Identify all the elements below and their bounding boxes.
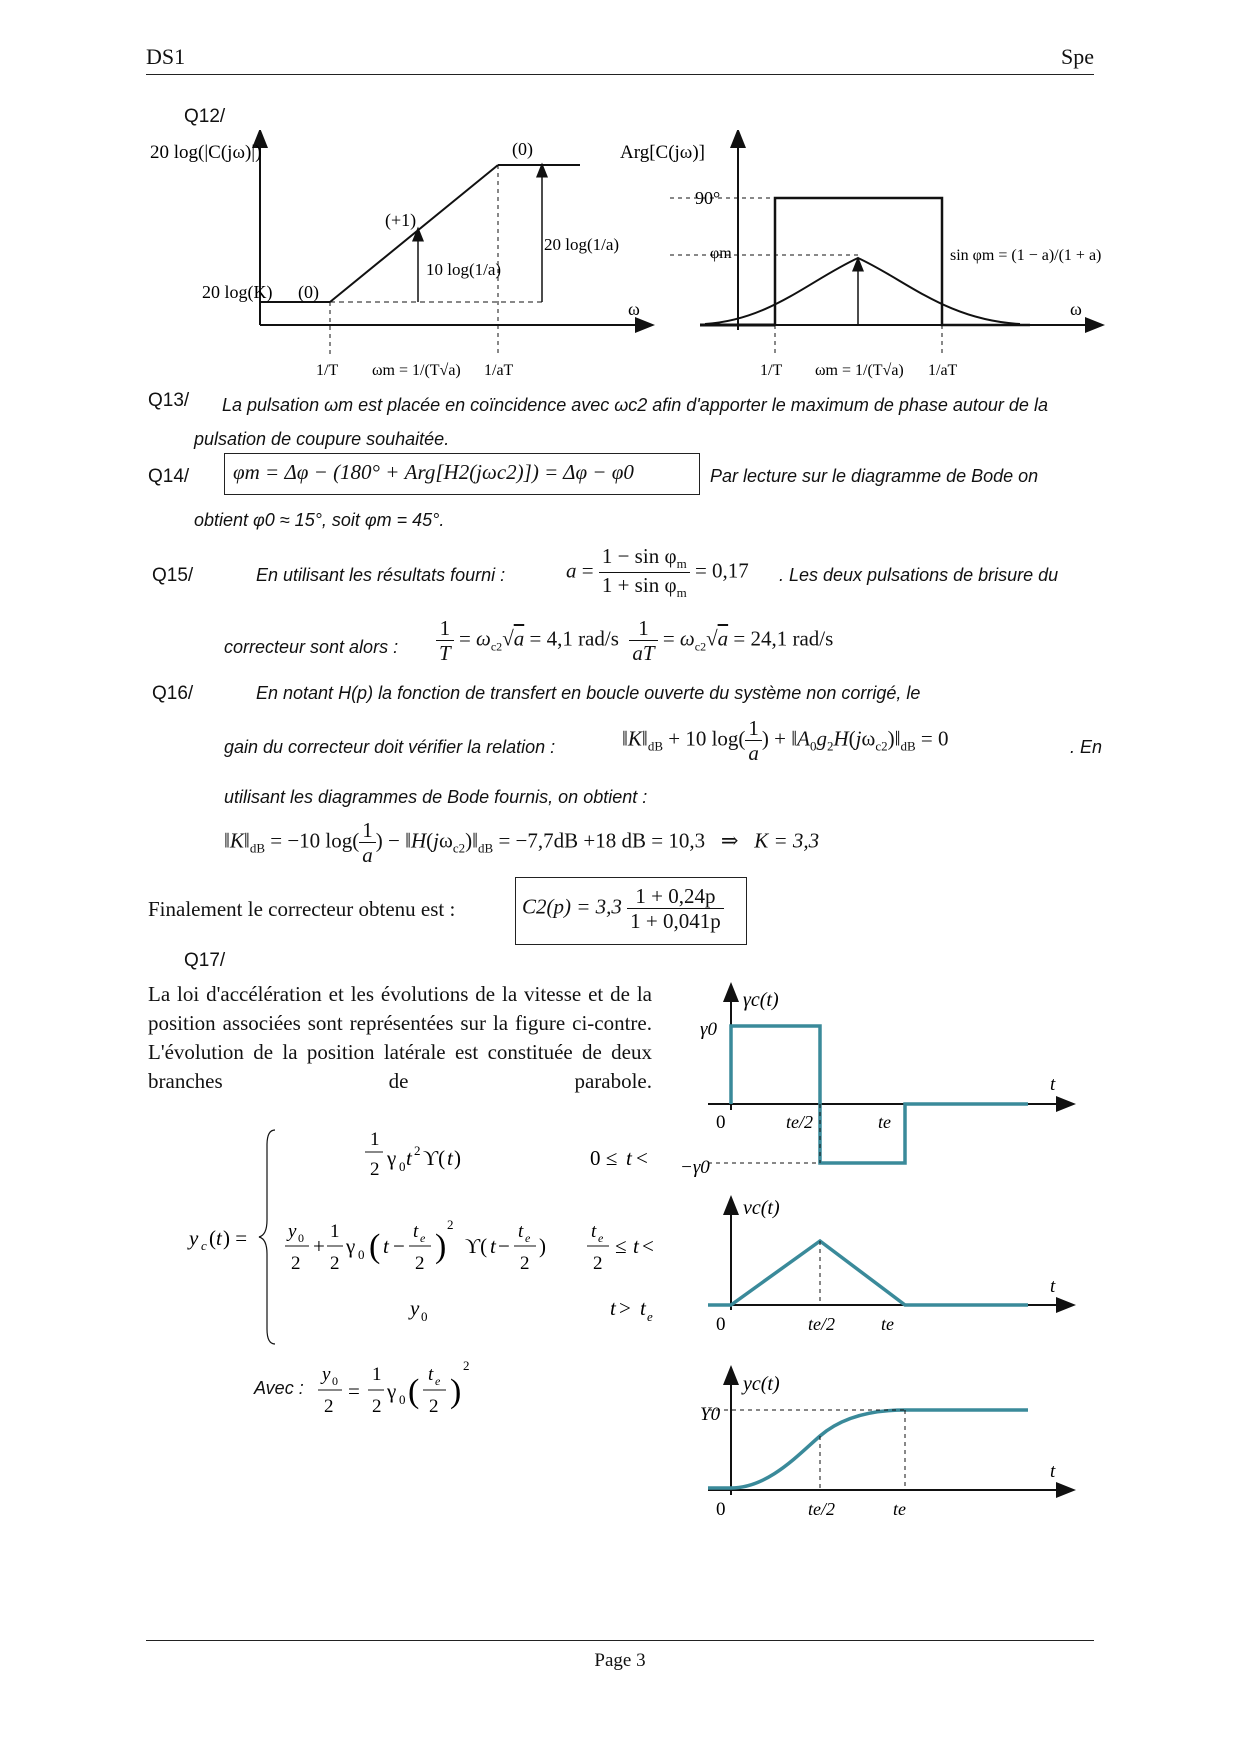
gain-mid-rise: 10 log(1/a): [426, 260, 502, 279]
pos-label: yc(t): [743, 1373, 780, 1395]
svg-text:e: e: [647, 1309, 653, 1324]
q14-label: Q14/: [148, 466, 190, 487]
gain-tick-1: 1/T: [316, 362, 339, 379]
vel-zero: 0: [716, 1314, 726, 1335]
q13-text: La pulsation ωm est placée en coïncidence avec ωc2 afin d'apporter le maximum de phase autour de la pulsation de coupure souhaitée.: [194, 395, 1048, 449]
q15-w1: 4,1 rad/s: [546, 626, 619, 651]
q15-label: Q15/: [152, 565, 194, 586]
svg-text:(: (: [369, 1228, 381, 1265]
svg-text:1: 1: [370, 1129, 380, 1150]
accel-curve: [731, 1026, 1028, 1163]
phase-ylabel: Arg[C(jω)]: [620, 142, 705, 163]
q16-k-computation: $‖K‖_{dB} = -10$ log( $\frac{1}{a}$ ) − $‖H(j\omega_{c2})‖_{dB} = -7,7dB +18$ dB = 10,3 ⇒ K = 3,3: [224, 818, 820, 868]
svg-text:2: 2: [291, 1253, 301, 1274]
svg-text:2: 2: [463, 1358, 470, 1373]
vel-label: vc(t): [743, 1197, 780, 1219]
header-right: Spe: [1061, 44, 1094, 69]
gain-low-level: 20 log(K): [202, 282, 273, 302]
gain-slope-mid: (+1): [385, 210, 417, 230]
svg-text:y: y: [288, 1221, 297, 1242]
svg-text:1: 1: [330, 1221, 340, 1242]
q16-text3: utilisant les diagrammes de Bode fournis, on obtient :: [224, 787, 648, 807]
page-number: Page 3: [594, 1650, 646, 1671]
q15-text2: . Les deux pulsations de brisure du: [779, 565, 1059, 585]
q16-text2-end: . En: [1070, 737, 1103, 757]
q14-text-after: Par lecture sur le diagramme de Bode on: [710, 466, 1039, 486]
vel-te: te: [881, 1314, 894, 1334]
corrector-num: 1 + 0,24p: [627, 884, 724, 909]
svg-text:t: t: [640, 1296, 646, 1320]
accel-label: γc(t): [743, 989, 779, 1011]
gain-xlabel: ω: [628, 299, 640, 319]
gain-slope-right: (0): [512, 139, 533, 159]
gain-ylabel: 20 log(|C(jω)|): [150, 142, 262, 163]
phase-formula: sin φm = (1 − a)/(1 + a): [950, 247, 1102, 264]
q16-k-result: K = 3,3: [754, 828, 820, 853]
gain-tick-2: ωm = 1/(T√a): [372, 362, 461, 379]
svg-text:−: −: [498, 1234, 510, 1258]
phase-tick-3: 1/aT: [928, 362, 958, 379]
svg-text:−: −: [393, 1234, 405, 1258]
svg-text:2: 2: [415, 1253, 425, 1274]
svg-text:e: e: [525, 1231, 531, 1245]
svg-text:): ): [450, 1373, 462, 1410]
q14-formula: φm = Δφ − (180° + Arg[H2(jωc2)]) = Δφ − φ0: [233, 460, 634, 484]
q15-text3: correcteur sont alors :: [224, 637, 399, 657]
q17-label: Q17/: [184, 950, 226, 971]
accel-te-half: te/2: [786, 1112, 813, 1132]
phase-tick-1: 1/T: [760, 362, 783, 379]
svg-text:t: t: [591, 1221, 597, 1242]
gain-plot: [140, 130, 660, 380]
q15-w2: 24,1 rad/s: [750, 626, 834, 651]
svg-text:): ): [539, 1234, 546, 1258]
header-left: DS1: [146, 44, 186, 69]
svg-text:0: 0: [421, 1309, 428, 1324]
svg-text:e: e: [420, 1231, 426, 1245]
svg-text:γ: γ: [346, 1234, 356, 1258]
svg-text:1: 1: [372, 1364, 382, 1385]
corrector-box: [515, 877, 747, 945]
svg-text:≤: ≤: [615, 1234, 627, 1258]
svg-text:t: t: [518, 1221, 524, 1242]
q13-label: Q13/: [148, 390, 190, 411]
svg-text:2: 2: [330, 1253, 340, 1274]
svg-text:2: 2: [324, 1396, 334, 1417]
svg-text:y: y: [410, 1296, 420, 1320]
vel-te-half: te/2: [808, 1314, 835, 1334]
svg-text:): ): [435, 1228, 447, 1265]
svg-text:0: 0: [358, 1247, 365, 1262]
svg-text:0: 0: [399, 1392, 406, 1407]
svg-text:t: t: [428, 1364, 434, 1385]
phase-plot: [610, 130, 1110, 380]
gain-tick-3: 1/aT: [484, 362, 514, 379]
svg-text:2: 2: [520, 1253, 530, 1274]
phase-phim-label: φm: [710, 245, 732, 262]
svg-text:ϒ(: ϒ(: [423, 1146, 446, 1170]
pos-curve: [708, 1410, 1028, 1488]
phase-tick-2: ωm = 1/(T√a): [815, 362, 904, 379]
vel-t-label: t: [1050, 1276, 1056, 1297]
q16-relation: $‖K‖_{dB} + 10$ log( $\frac{1}{a}$ ) + $‖A_0g_2H(j\omega_{c2})‖_{dB} = 0$: [622, 716, 949, 766]
piecewise-formula: [185, 1125, 665, 1350]
q16-label: Q16/: [152, 683, 194, 704]
vel-curve: [708, 1241, 1028, 1305]
svg-text:c: c: [201, 1238, 207, 1253]
accel-neg: −γ0: [680, 1157, 710, 1178]
pos-te-half: te/2: [808, 1499, 835, 1519]
q14-line2: obtient φ0 ≈ 15°, soit φm = 45°.: [194, 510, 445, 530]
q16-final-text: Finalement le correcteur obtenu est :: [148, 897, 456, 921]
q14-formula-box: [224, 453, 700, 495]
svg-text:>: >: [619, 1296, 631, 1320]
q16-text2: gain du correcteur doit vérifier la relation :: [224, 737, 556, 757]
svg-text:t: t: [447, 1146, 453, 1170]
accel-t-label: t: [1050, 1074, 1056, 1095]
svg-text:0: 0: [298, 1231, 304, 1245]
q15-a-value: = 0,17: [694, 558, 749, 583]
svg-text:e: e: [598, 1231, 604, 1245]
q15-text1: En utilisant les résultats fourni :: [256, 565, 506, 585]
svg-text:) =: ) =: [223, 1226, 248, 1250]
q16-result: = −7,7dB +18 dB = 10,3: [498, 828, 706, 853]
svg-text:(: (: [209, 1226, 216, 1250]
svg-text:t: t: [406, 1146, 412, 1170]
svg-text:2: 2: [414, 1143, 421, 1158]
svg-text:t: t: [413, 1221, 419, 1242]
svg-text:2: 2: [372, 1396, 382, 1417]
accel-level: γ0: [700, 1019, 717, 1040]
svg-text:<: <: [642, 1234, 654, 1258]
avec-label: Avec :: [254, 1378, 304, 1398]
corrector-formula: [522, 884, 724, 933]
pos-te: te: [893, 1499, 906, 1519]
accel-te: te: [878, 1112, 891, 1132]
phase-xlabel: ω: [1070, 299, 1082, 319]
svg-text:): ): [454, 1146, 461, 1170]
svg-text:2: 2: [447, 1217, 454, 1232]
pos-level: Y0: [700, 1404, 721, 1425]
q17-plots: [668, 980, 1088, 1580]
phase-max-label: 90°: [695, 188, 721, 208]
gain-slope-left: (0): [298, 282, 319, 302]
svg-text:t: t: [626, 1146, 632, 1170]
svg-text:2: 2: [593, 1253, 603, 1274]
svg-text:γ: γ: [387, 1379, 397, 1403]
header-rule: [146, 74, 1094, 75]
pos-t-label: t: [1050, 1461, 1056, 1482]
q17-paragraph: La loi d'accélération et les évolutions de la vitesse et de la position associées sont représentées sur la figure ci-contre. L'évolution de la position latérale est constituée de deux branches de parabole.: [148, 982, 652, 1093]
footer-rule: [146, 1640, 1094, 1641]
svg-text:t: t: [633, 1234, 639, 1258]
gain-total-rise: 20 log(1/a): [544, 235, 620, 254]
accel-zero: 0: [716, 1112, 726, 1133]
svg-text:2: 2: [370, 1159, 380, 1180]
svg-text:0: 0: [332, 1374, 338, 1388]
q15-a-formula: a = $\frac{1 - \sin \varphi_m}{1 + \sin \varphi_m}$ = 0,17: [566, 544, 749, 601]
svg-text:ϒ(: ϒ(: [465, 1234, 488, 1258]
svg-text:=: =: [348, 1379, 360, 1403]
svg-text:<: <: [636, 1146, 648, 1170]
svg-text:t: t: [610, 1296, 616, 1320]
svg-text:+: +: [313, 1234, 325, 1258]
q12-label: Q12/: [184, 106, 226, 127]
svg-text:(: (: [408, 1373, 420, 1410]
q15-pulsations: $\frac{1}{T}$ = $\omega_{c2}√a = 4,1$ rad/s $\frac{1}{aT}$ = $\omega_{c2}√a = 24,1$ rad/s: [436, 616, 833, 665]
svg-text:2: 2: [429, 1396, 439, 1417]
svg-text:e: e: [435, 1374, 441, 1388]
svg-text:0 ≤: 0 ≤: [590, 1146, 618, 1170]
svg-text:γ: γ: [387, 1146, 397, 1170]
svg-text:0: 0: [399, 1159, 406, 1174]
pos-zero: 0: [716, 1499, 726, 1520]
avec-formula: [310, 1350, 480, 1430]
svg-text:t: t: [490, 1234, 496, 1258]
svg-text:y: y: [322, 1364, 331, 1385]
svg-text:y: y: [189, 1226, 199, 1250]
corrector-lhs: C2(p) = 3,3: [522, 894, 622, 919]
svg-text:t: t: [216, 1226, 222, 1250]
corrector-den: 1 + 0,041p: [630, 909, 721, 934]
svg-text:t: t: [383, 1234, 389, 1258]
q16-text1: En notant H(p) la fonction de transfert en boucle ouverte du système non corrigé, le: [256, 683, 921, 703]
